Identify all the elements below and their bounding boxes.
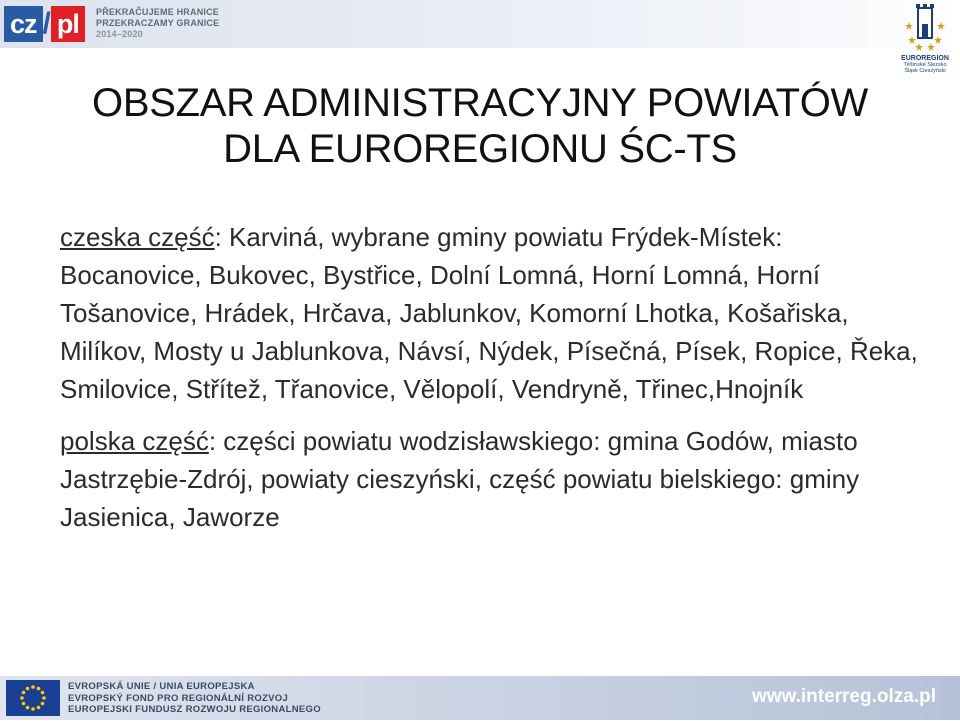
eu-flag-icon [6,680,60,716]
euroregion-sub-pl: Śląsk Cieszyński [904,68,946,74]
czech-section [60,218,920,408]
euroregion-sub-cz: Těšínské Slezsko [903,62,947,68]
logo-pl: pl [51,6,85,42]
title-line-1: OBSZAR ADMINISTRACYJNY POWIATÓW [92,81,868,125]
euroregion-name: EUROREGION [901,55,949,62]
czpl-logo [4,6,85,42]
tagline-cz: PŘEKRAČUJEME HRANICE [96,7,220,17]
czech-section-label: czeska część [60,222,215,252]
tagline-pl: PRZEKRACZAMY GRANICE [96,18,220,28]
content-body [60,218,920,536]
header-tagline [96,7,219,40]
polish-section [60,422,920,536]
footer-eu-text [68,681,321,716]
polish-section-label: polska część [60,426,209,456]
footer-line-2: EVROPSKÝ FOND PRO REGIONÁLNÍ ROZVOJ [68,692,289,704]
footer-line-3: EUROPEJSKI FUNDUSZ ROZWOJU REGIONALNEGO [68,704,321,715]
logo-cz: cz [4,6,43,42]
tagline-years: 2014–2020 [96,29,143,39]
footer-line-1: EVROPSKÁ UNIE / UNIA EUROPEJSKA [68,681,255,692]
footer-banner [0,676,960,720]
polish-section-text: : części powiatu wodzisławskiego: gmina Godów, miasto Jastrzębie-Zdrój, powiaty cieszyński, część powiatu bielskiego: gminy Jasienica, Jaworze [60,426,860,532]
euroregion-logo [896,2,954,82]
footer-url-link[interactable]: www.interreg.olza.pl [751,686,936,707]
title-line-2: DLA EUROREGIONU ŚC-TS [223,127,737,171]
page-title [30,80,930,172]
czech-section-text: : Karviná, wybrane gminy powiatu Frýdek-Místek: Bocanovice, Bukovec, Bystřice, Dolní Lomná, Horní Lomná, Horní Tošanovice, Hrádek, Hrčava, Jablunkov, Komorní Lhotka, Košařiska, Milíkov, Mosty u Jablunkova, Návsí, Nýdek, Písečná, Písek, Ropice, Řeka, Smilovice, Střítež, Třanovice, Vělopolí, Vendryně, Třinec,Hnojník [60,222,918,404]
logo-slash: / [42,7,51,40]
header-banner [0,0,960,48]
tower-icon [903,2,947,54]
